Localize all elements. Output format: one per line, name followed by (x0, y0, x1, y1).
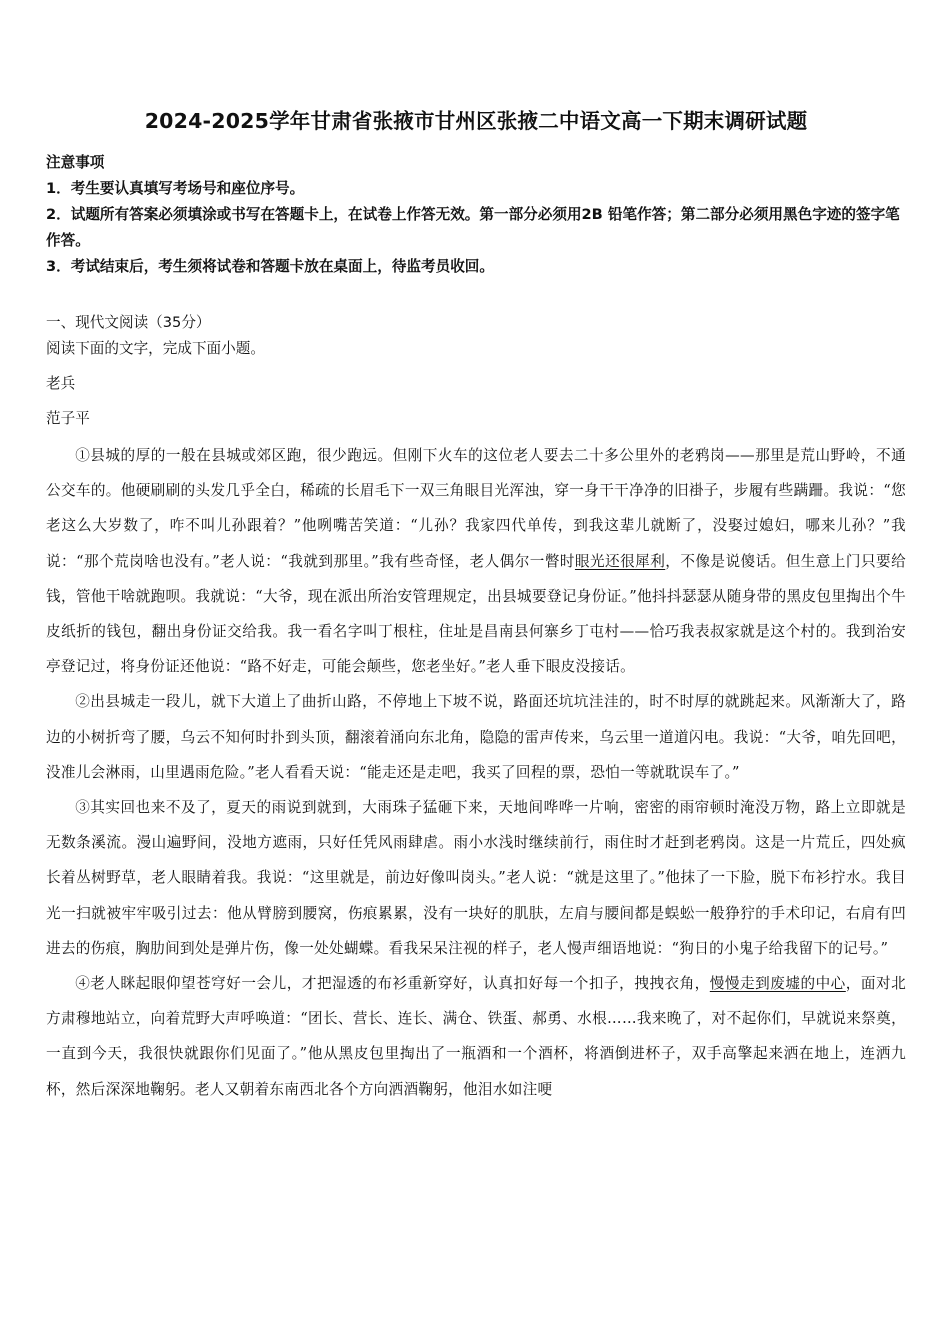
article-body (46, 438, 906, 1107)
exam-title: 2024-2025学年甘肃省张掖市甘州区张掖二中语文高一下期末调研试题 (144, 109, 808, 133)
paragraph-4 (46, 966, 906, 1107)
reading-instruction: 阅读下面的文字，完成下面小题。 (46, 340, 265, 357)
notice-item-2: 2．试题所有答案必须填涂或书写在答题卡上，在试卷上作答无效。第一部分必须用2B 铅笔作答；第二部分必须用黑色字迹的签字笔作答。 (46, 206, 900, 249)
notice-item-3: 3．考试结束后，考生须将试卷和答题卡放在桌面上，待监考员收回。 (46, 258, 494, 275)
underlined-phrase-1: 眼光还很犀利 (574, 552, 666, 570)
underlined-phrase-2: 慢慢走到废墟的中心 (709, 975, 846, 993)
article-title: 老兵 (46, 375, 76, 392)
notice-block (46, 150, 906, 280)
paragraph-1-part-a: ①县城的厚的一般在县城或郊区跑，很少跑远。但刚下火车的这位老人要去二十多公里外的老鸦岗——那里是荒山野岭，不通公交车的。他硬刷刷的头发几乎全白，稀疏的长眉毛下一双三角眼目光浑浊，穿一身干干净净的旧褂子，步履有些蹒跚。我说：“您老这么大岁数了，咋不叫儿孙跟着？”他咧嘴苦笑道：“儿孙？我家四代单传，到我这辈儿就断了，没娶过媳妇，哪来儿孙？”我说：“那个荒岗啥也没有。”老人说：“我就到那里。”我有些奇怪，老人偶尔一瞥时 (46, 447, 906, 570)
section-heading: 一、现代文阅读（35分） (46, 314, 211, 331)
paragraph-3: ③其实回也来不及了，夏天的雨说到就到，大雨珠子猛砸下来，天地间哗哗一片响，密密的雨帘顿时淹没万物，路上立即就是无数条溪流。漫山遍野间，没地方遮雨，只好任凭风雨肆虐。雨小水浅时继续前行，雨住时才赶到老鸦岗。这是一片荒丘，四处疯长着丛树野草，老人眼睛着我。我说：“这里就是，前边好像叫岗头。”老人说：“就是这里了。”他抹了一下脸，脱下布衫拧水。我目光一扫就被牢牢吸引过去：他从臂膀到腰窝，伤痕累累，没有一块好的肌肤，左肩与腰间都是蜈蚣一般狰狞的手术印记，右肩有凹进去的伤痕，胸肋间到处是弹片伤，像一处处蝴蝶。看我呆呆注视的样子，老人慢声细语地说：“狗日的小鬼子给我留下的记号。” (46, 799, 906, 957)
paragraph-1-part-b: ，不像是说傻话。但生意上门只要给钱，管他干啥就跑呗。我就说：“大爷，现在派出所治安管理规定，出县城要登记身份证。”他抖抖瑟瑟从随身带的黑皮包里掏出个牛皮纸折的钱包，翻出身份证交给我。我一看名字叫丁根柱，住址是昌南县何寨乡丁屯村——恰巧我表叔家就是这个村的。我到治安亭登记过，将身份证还他说：“路不好走，可能会颠些，您老坐好。”老人垂下眼皮没接话。 (46, 552, 906, 676)
paragraph-4-part-b: ，面对北方肃穆地站立，向着荒野大声呼唤道：“团长、营长、连长、满仓、铁蛋、郝勇、水根……我来晚了，对不起你们，早就说来祭奠，一直到今天，我很快就跟你们见面了。”他从黑皮包里掏出了一瓶酒和一个酒杯，将酒倒进杯子，双手高擎起来洒在地上，连洒九杯，然后深深地鞠躬。老人又朝着东南西北各个方向洒酒鞠躬，他泪水如注哽 (46, 975, 907, 1098)
notice-heading: 注意事项 (46, 154, 105, 171)
paragraph-4-part-a: ④老人眯起眼仰望苍穹好一会儿，才把湿透的布衫重新穿好，认真扣好每一个扣子，拽拽衣角， (75, 975, 710, 993)
notice-item-1: 1．考生要认真填写考场号和座位序号。 (46, 180, 305, 197)
paragraph-2: ②出县城走一段儿，就下大道上了曲折山路，不停地上下坡不说，路面还坑坑洼洼的，时不时厚的就跳起来。风渐渐大了，路边的小树折弯了腰，乌云不知何时扑到头顶，翻滚着涌向东北角，隐隐的雷声传来，乌云里一道道闪电。我说：“大爷，咱先回吧，没准儿会淋雨，山里遇雨危险。”老人看看天说：“能走还是走吧，我买了回程的票，恐怕一等就耽误车了。” (46, 693, 906, 781)
article-author: 范子平 (46, 410, 90, 427)
paragraph-1 (46, 438, 906, 684)
